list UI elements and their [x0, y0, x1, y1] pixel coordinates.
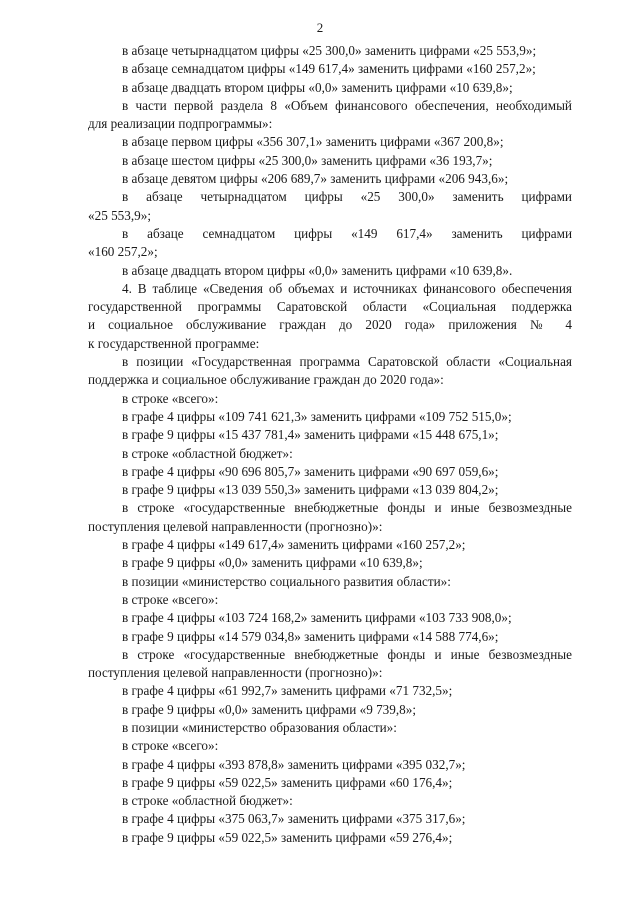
text-line: в позиции «министерство образования области»:	[122, 719, 397, 735]
text-line: «160 257,2»;	[88, 244, 158, 260]
text-line: в строке «всего»:	[122, 738, 219, 754]
text-line: в графе 4 цифры «149 617,4» заменить цифрами «160 257,2»;	[122, 537, 466, 553]
text-line: для реализации подпрограммы»:	[88, 116, 273, 132]
text-line: в строке «государственные внебюджетные фонды и иные безвозмездные	[122, 646, 572, 662]
text-line: поступления целевой направленности (прогнозно)»:	[88, 665, 383, 681]
text-line: в графе 9 цифры «13 039 550,3» заменить цифрами «13 039 804,2»;	[122, 482, 499, 498]
text-line: в строке «всего»:	[122, 390, 219, 406]
text-line: в графе 9 цифры «0,0» заменить цифрами «10 639,8»;	[122, 555, 423, 571]
text-line: в абзаце четырнадцатом цифры «25 300,0» заменить цифрами	[122, 189, 572, 205]
text-line: в строке «областной бюджет»:	[122, 793, 293, 809]
text-line: в части первой раздела 8 «Объем финансового обеспечения, необходимый	[122, 97, 572, 113]
text-line: в абзаце двадцать втором цифры «0,0» заменить цифрами «10 639,8»;	[122, 79, 513, 95]
document-body	[88, 42, 572, 847]
text-line: в графе 9 цифры «59 022,5» заменить цифрами «59 276,4»;	[122, 829, 453, 845]
text-line: в строке «всего»:	[122, 591, 219, 607]
text-line: в абзаце девятом цифры «206 689,7» заменить цифрами «206 943,6»;	[122, 171, 509, 187]
text-line: в позиции «Государственная программа Саратовской области «Социальная	[122, 354, 572, 370]
text-line: в абзаце четырнадцатом цифры «25 300,0» заменить цифрами «25 553,9»;	[122, 43, 537, 58]
text-line: в графе 4 цифры «375 063,7» заменить цифрами «375 317,6»;	[122, 811, 466, 827]
text-line: в абзаце семнадцатом цифры «149 617,4» заменить цифрами «160 257,2»;	[122, 61, 536, 77]
text-line: в строке «государственные внебюджетные фонды и иные безвозмездные	[122, 500, 572, 516]
text-line: поддержка и социальное обслуживание граждан до 2020 года»:	[88, 372, 444, 388]
text-line: государственной программы Саратовской области «Социальная поддержка	[88, 299, 572, 315]
text-line: в графе 4 цифры «103 724 168,2» заменить цифрами «103 733 908,0»;	[122, 610, 512, 626]
text-line: «25 553,9»;	[88, 207, 152, 223]
page-number: 2	[316, 20, 324, 35]
text-line: в графе 4 цифры «393 878,8» заменить цифрами «395 032,7»;	[122, 756, 466, 772]
text-line: в графе 4 цифры «109 741 621,3» заменить цифрами «109 752 515,0»;	[122, 408, 512, 424]
text-line: в абзаце двадцать втором цифры «0,0» заменить цифрами «10 639,8».	[122, 262, 513, 278]
text-line: в графе 4 цифры «61 992,7» заменить цифрами «71 732,5»;	[122, 683, 453, 699]
text-line: в графе 9 цифры «0,0» заменить цифрами «9 739,8»;	[122, 701, 417, 717]
text-line: поступления целевой направленности (прогнозно)»:	[88, 518, 383, 534]
text-line: в графе 9 цифры «15 437 781,4» заменить цифрами «15 448 675,1»;	[122, 427, 499, 443]
text-line: в графе 4 цифры «90 696 805,7» заменить цифрами «90 697 059,6»;	[122, 463, 499, 479]
text-line: в абзаце семнадцатом цифры «149 617,4» заменить цифрами	[122, 225, 572, 241]
text-line: в графе 9 цифры «14 579 034,8» заменить цифрами «14 588 774,6»;	[122, 628, 499, 644]
text-line: и социальное обслуживание граждан до 2020 года» приложения № 4	[88, 317, 572, 333]
text-line: в позиции «министерство социального развития области»:	[122, 573, 451, 589]
text-line: к государственной программе:	[88, 335, 260, 351]
text-line: в абзаце шестом цифры «25 300,0» заменить цифрами «36 193,7»;	[122, 152, 493, 168]
text-line: в абзаце первом цифры «356 307,1» заменить цифрами «367 200,8»;	[122, 134, 504, 150]
text-line: в графе 9 цифры «59 022,5» заменить цифрами «60 176,4»;	[122, 774, 453, 790]
text-line: в строке «областной бюджет»:	[122, 445, 293, 461]
text-line: 4. В таблице «Сведения об объемах и источниках финансового обеспечения	[122, 280, 572, 296]
